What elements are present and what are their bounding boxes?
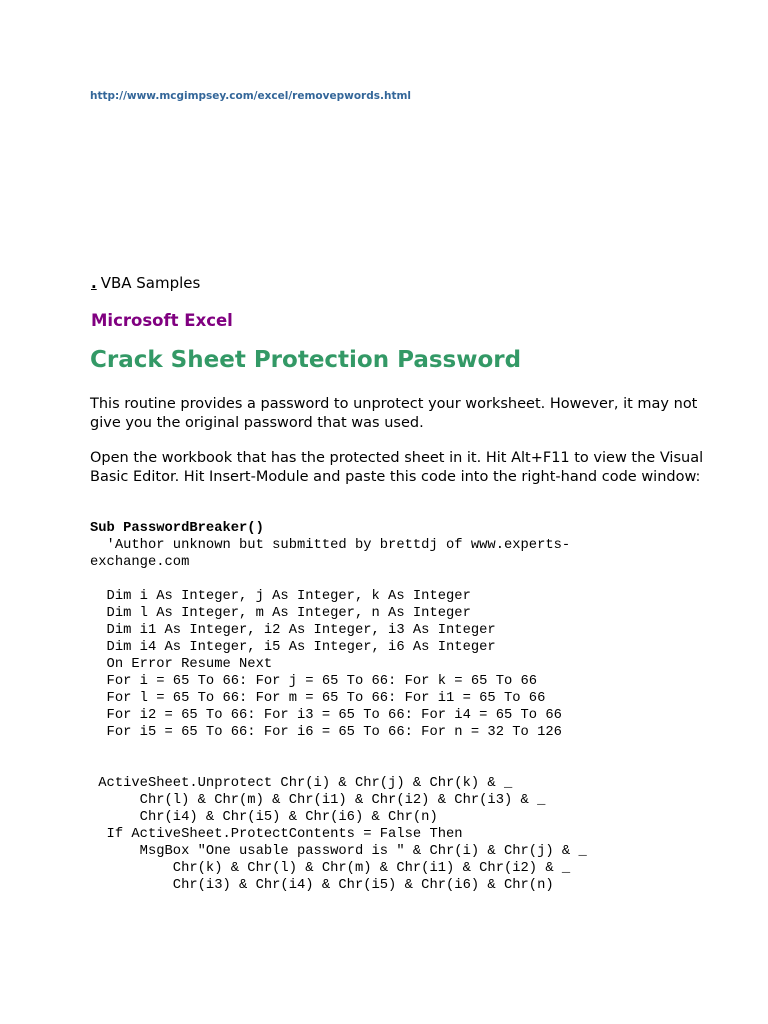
- breadcrumb-link[interactable]: .: [91, 274, 97, 292]
- code-line: For l = 65 To 66: For m = 65 To 66: For i1 = 65 To 66: [90, 691, 546, 706]
- code-line: Dim i As Integer, j As Integer, k As Integer: [90, 589, 471, 604]
- code-line: For i2 = 65 To 66: For i3 = 65 To 66: For i4 = 65 To 66: [90, 708, 562, 723]
- code-line: For i = 65 To 66: For j = 65 To 66: For k = 65 To 66: [90, 674, 538, 689]
- instructions-paragraph: Open the workbook that has the protected sheet in it. Hit Alt+F11 to view the Visual Basic Editor. Hit Insert-Module and paste this code into the right-hand code window:: [90, 450, 704, 485]
- code-line: Dim l As Integer, m As Integer, n As Integer: [90, 606, 471, 621]
- code-line: [90, 571, 750, 588]
- code-line: Dim i4 As Integer, i5 As Integer, i6 As Integer: [90, 640, 496, 655]
- code-line: 'Author unknown but submitted by brettdj of www.experts-: [90, 538, 571, 553]
- code-line: If ActiveSheet.ProtectContents = False Then: [90, 827, 463, 842]
- vba-code-block: [90, 520, 750, 894]
- code-line: MsgBox "One usable password is " & Chr(i) & Chr(j) & _: [90, 844, 587, 859]
- code-line: On Error Resume Next: [90, 657, 273, 672]
- code-line: Chr(i3) & Chr(i4) & Chr(i5) & Chr(i6) & Chr(n): [90, 878, 554, 893]
- code-line: Chr(k) & Chr(l) & Chr(m) & Chr(i1) & Chr(i2) & _: [90, 861, 571, 876]
- code-line: Sub PasswordBreaker(): [90, 521, 264, 536]
- code-line: Dim i1 As Integer, i2 As Integer, i3 As Integer: [90, 623, 496, 638]
- code-line: [90, 758, 750, 775]
- code-line: [90, 741, 750, 758]
- code-line: exchange.com: [90, 555, 190, 570]
- breadcrumb-label: VBA Samples: [100, 274, 201, 292]
- page-title: Crack Sheet Protection Password: [90, 347, 522, 373]
- source-url-link[interactable]: http://www.mcgimpsey.com/excel/removepwords.html: [90, 90, 411, 102]
- code-line: ActiveSheet.Unprotect Chr(i) & Chr(j) & Chr(k) & _: [90, 776, 513, 791]
- code-line: Chr(l) & Chr(m) & Chr(i1) & Chr(i2) & Chr(i3) & _: [90, 793, 546, 808]
- intro-paragraph: This routine provides a password to unprotect your worksheet. However, it may not give you the original password that was used.: [90, 396, 698, 431]
- section-title: Microsoft Excel: [91, 311, 233, 330]
- breadcrumb: [91, 274, 200, 292]
- code-line: For i5 = 65 To 66: For i6 = 65 To 66: For n = 32 To 126: [90, 725, 562, 740]
- code-line: Chr(i4) & Chr(i5) & Chr(i6) & Chr(n): [90, 810, 438, 825]
